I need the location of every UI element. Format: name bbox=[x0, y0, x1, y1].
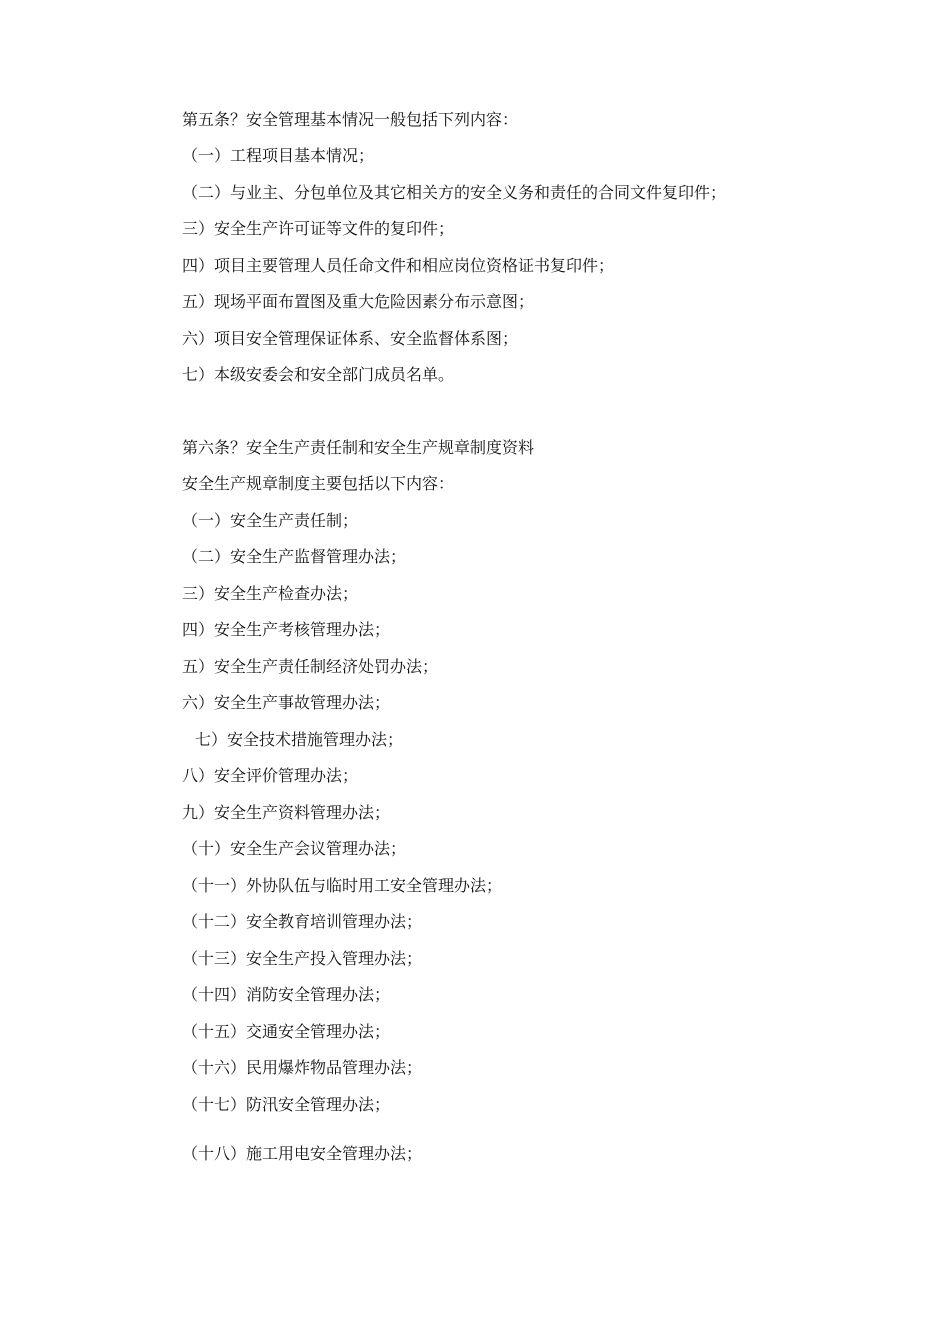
section6-item-8: 八）安全评价管理办法； bbox=[182, 766, 359, 785]
section6-item-18: （十八）施工用电安全管理办法； bbox=[182, 1144, 423, 1163]
section5-item-4: 四）项目主要管理人员任命文件和相应岗位资格证书复印件； bbox=[182, 256, 615, 275]
section5-heading: 第五条？安全管理基本情况一般包括下列内容： bbox=[182, 110, 519, 129]
section6-item-2: （二）安全生产监督管理办法； bbox=[182, 547, 407, 566]
section6-heading: 第六条？安全生产责任制和安全生产规章制度资料 bbox=[182, 438, 535, 457]
section5-item-6: 六）项目安全管理保证体系、安全监督体系图； bbox=[182, 329, 519, 348]
section6-item-7: 七）安全技术措施管理办法； bbox=[195, 730, 404, 749]
section5-item-7: 七）本级安委会和安全部门成员名单。 bbox=[182, 365, 455, 384]
section6-item-12: （十二）安全教育培训管理办法； bbox=[182, 912, 423, 931]
section6-item-17: （十七）防汛安全管理办法； bbox=[182, 1095, 391, 1114]
section5-item-2: （二）与业主、分包单位及其它相关方的安全义务和责任的合同文件复印件； bbox=[182, 183, 727, 202]
section6-item-13: （十三）安全生产投入管理办法； bbox=[182, 949, 423, 968]
section6-item-5: 五）安全生产责任制经济处罚办法； bbox=[182, 657, 439, 676]
section5-item-1: （一）工程项目基本情况； bbox=[182, 146, 375, 165]
section5-item-3: 三）安全生产许可证等文件的复印件； bbox=[182, 219, 455, 238]
section6-intro: 安全生产规章制度主要包括以下内容： bbox=[182, 474, 455, 493]
section6-item-10: （十）安全生产会议管理办法； bbox=[182, 839, 407, 858]
section6-item-11: （十一）外协队伍与临时用工安全管理办法； bbox=[182, 876, 503, 895]
section5-item-5: 五）现场平面布置图及重大危险因素分布示意图； bbox=[182, 292, 535, 311]
section6-item-16: （十六）民用爆炸物品管理办法； bbox=[182, 1058, 423, 1077]
section6-item-4: 四）安全生产考核管理办法； bbox=[182, 620, 391, 639]
section6-item-9: 九）安全生产资料管理办法； bbox=[182, 803, 391, 822]
section6-item-1: （一）安全生产责任制； bbox=[182, 511, 359, 530]
section6-item-6: 六）安全生产事故管理办法； bbox=[182, 693, 391, 712]
section6-item-15: （十五）交通安全管理办法； bbox=[182, 1022, 391, 1041]
section6-item-3: 三）安全生产检查办法； bbox=[182, 584, 359, 603]
section6-item-14: （十四）消防安全管理办法； bbox=[182, 985, 391, 1004]
